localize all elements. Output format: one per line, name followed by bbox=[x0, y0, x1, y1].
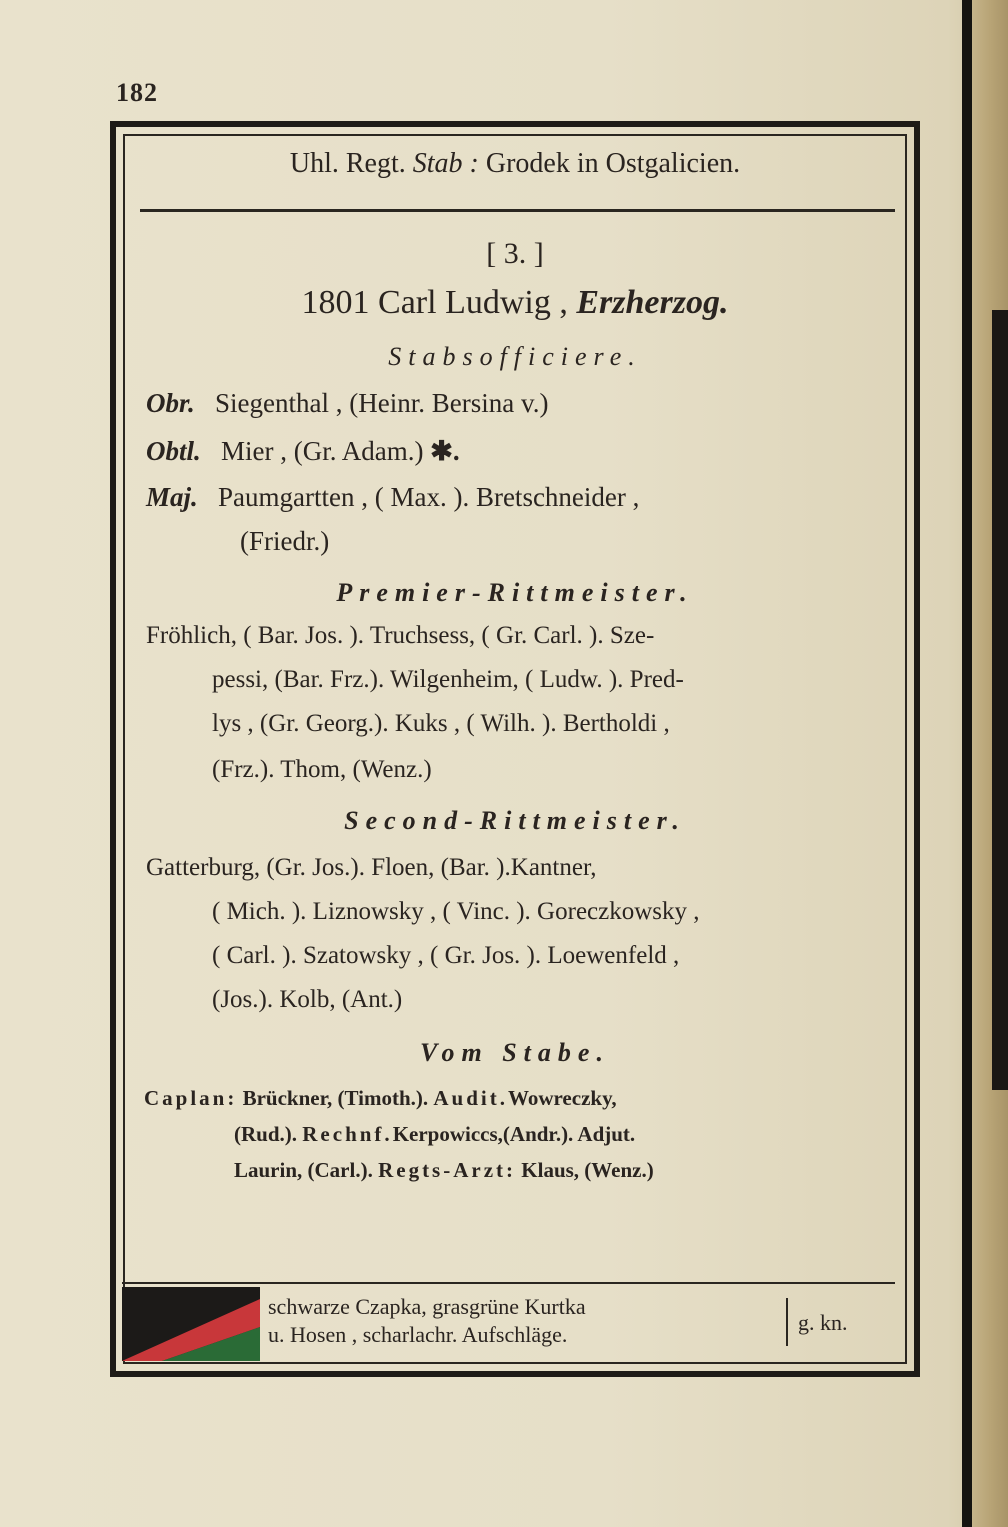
staff-label: Regts-Arzt: bbox=[378, 1158, 517, 1182]
page-binding-edge bbox=[962, 0, 972, 1527]
section-premier-rittmeister: Premier-Rittmeister. bbox=[336, 578, 694, 607]
title-year-name: 1801 Carl Ludwig , bbox=[301, 284, 568, 321]
star-mark: ✱. bbox=[430, 436, 460, 466]
officer-rank: Obtl. bbox=[146, 436, 201, 466]
staff-text: (Rud.). bbox=[234, 1122, 303, 1146]
officer-rank: Maj. bbox=[146, 482, 198, 512]
officer-row bbox=[146, 388, 548, 419]
premier-line: (Frz.). Thom, (Wenz.) bbox=[212, 756, 432, 783]
title-rank: Erzherzog. bbox=[576, 284, 729, 321]
section-vom-stabe: Vom Stabe. bbox=[420, 1038, 610, 1067]
currency-label: g. kn. bbox=[798, 1310, 848, 1335]
currency-divider bbox=[786, 1298, 788, 1346]
staff-label: Audit. bbox=[433, 1086, 508, 1110]
premier-line: lys , (Gr. Georg.). Kuks , ( Wilh. ). Bertholdi , bbox=[212, 710, 670, 737]
adjacent-page-shadow bbox=[992, 310, 1008, 1090]
second-line: Gatterburg, (Gr. Jos.). Floen, (Bar. ).Kantner, bbox=[146, 854, 597, 881]
staff-line bbox=[234, 1158, 654, 1183]
premier-line: pessi, (Bar. Frz.). Wilgenheim, ( Ludw. ). Pred- bbox=[212, 666, 684, 693]
section-stabsofficiere: Stabsofficiere. bbox=[388, 342, 642, 371]
officer-row-continuation: (Friedr.) bbox=[240, 526, 330, 556]
staff-label: Caplan: bbox=[144, 1086, 238, 1110]
header-stab-label: Stab : bbox=[412, 148, 479, 179]
officer-rank: Obr. bbox=[146, 388, 195, 418]
header-location: Grodek in Ostgalicien. bbox=[485, 148, 741, 179]
staff-line bbox=[234, 1122, 635, 1147]
uniform-line: schwarze Czapka, grasgrüne Kurtka bbox=[268, 1294, 586, 1319]
staff-text: Klaus, (Wenz.) bbox=[516, 1158, 654, 1182]
uniform-line: u. Hosen , scharlachr. Aufschläge. bbox=[268, 1322, 568, 1347]
officer-name: Mier , (Gr. Adam.) bbox=[221, 436, 424, 466]
header-prefix: Uhl. Regt. bbox=[289, 148, 406, 179]
officer-name: Siegenthal , (Heinr. Bersina v.) bbox=[215, 388, 549, 418]
uniform-rule bbox=[122, 1282, 895, 1284]
officer-row bbox=[146, 482, 639, 513]
staff-text: Brückner, (Timoth.). bbox=[237, 1086, 434, 1110]
staff-label: Rechnf. bbox=[302, 1122, 393, 1146]
officer-name: Paumgartten , ( Max. ). Bretschneider , bbox=[218, 482, 640, 512]
regiment-header bbox=[125, 148, 905, 180]
uniform-color-swatch bbox=[122, 1287, 260, 1361]
second-line: ( Carl. ). Szatowsky , ( Gr. Jos. ). Loewenfeld , bbox=[212, 942, 680, 969]
regiment-number: [ 3. ] bbox=[486, 237, 544, 270]
officer-row bbox=[146, 436, 460, 467]
staff-text: Laurin, (Carl.). bbox=[234, 1158, 379, 1182]
premier-line: Fröhlich, ( Bar. Jos. ). Truchsess, ( Gr. Carl. ). Sze- bbox=[146, 622, 655, 649]
section-second-rittmeister: Second-Rittmeister. bbox=[344, 806, 686, 835]
staff-text: Kerpowiccs,(Andr.). Adjut. bbox=[392, 1122, 636, 1146]
header-rule bbox=[140, 209, 895, 212]
staff-line bbox=[144, 1086, 617, 1111]
regiment-title bbox=[125, 284, 905, 322]
staff-text: Wowreczky, bbox=[507, 1086, 617, 1110]
page-number: 182 bbox=[116, 78, 158, 107]
second-line: ( Mich. ). Liznowsky , ( Vinc. ). Goreczkowsky , bbox=[212, 898, 700, 925]
second-line: (Jos.). Kolb, (Ant.) bbox=[212, 986, 403, 1013]
